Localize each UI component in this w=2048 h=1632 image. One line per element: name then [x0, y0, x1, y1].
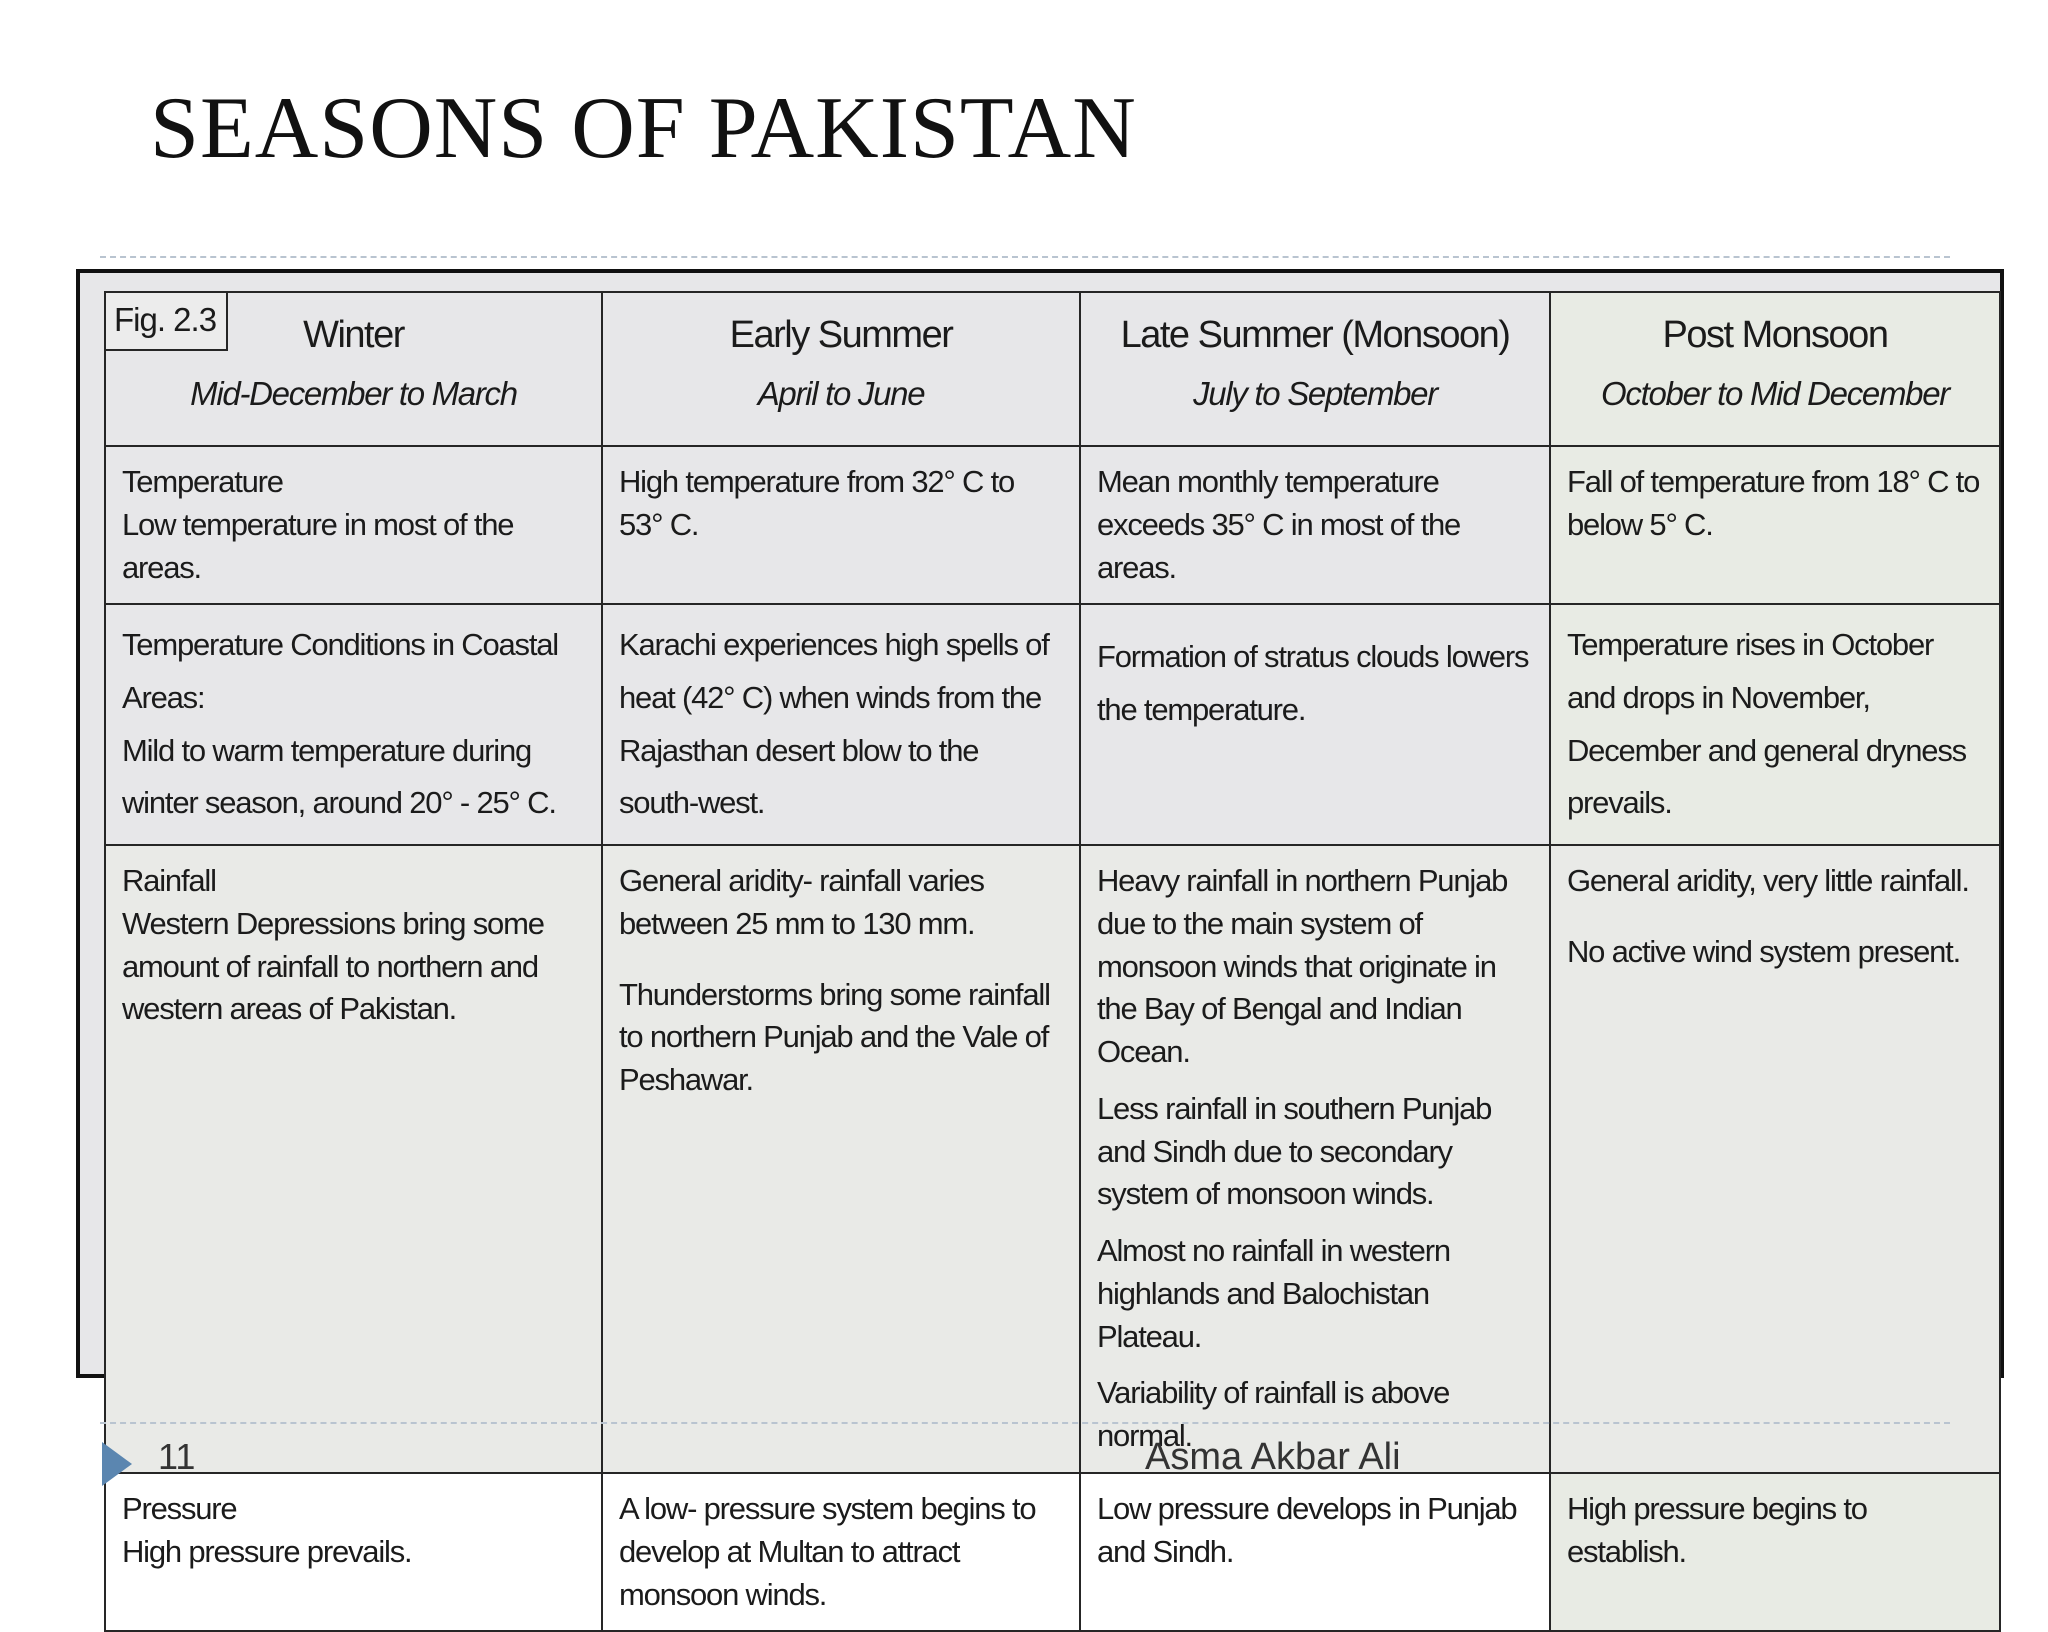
table-cell	[105, 604, 602, 845]
table-cell	[1550, 845, 2000, 1473]
header-winter	[105, 292, 602, 446]
table-cell	[1550, 446, 2000, 604]
cell-text: Heavy rainfall in northern Punjab due to the main system of monsoon winds that originate in the Bay of Bengal and Indian Ocean.	[1097, 863, 1508, 1070]
table-cell	[1080, 604, 1550, 845]
cell-text: Western Depressions bring some amount of rainfall to northern and western areas of Pakistan.	[122, 905, 544, 1027]
page-number: 11	[158, 1436, 196, 1477]
table-cell	[602, 1473, 1080, 1631]
table-row-temperature	[105, 446, 2000, 604]
table-cell	[105, 1473, 602, 1631]
cell-text: Mild to warm temperature during winter season, around 20° - 25° C.	[122, 732, 556, 821]
cell-text: Less rainfall in southern Punjab and Sindh due to secondary system of monsoon winds.	[1097, 1090, 1492, 1212]
table-row-pressure	[105, 1473, 2000, 1631]
row-heading: Temperature Conditions in Coastal Areas:	[122, 627, 558, 715]
header-early-summer	[602, 292, 1080, 446]
season-name: Post Monsoon	[1662, 314, 1888, 356]
table-cell	[1550, 604, 2000, 845]
cell-text: High pressure prevails.	[122, 1533, 412, 1569]
cell-text: Karachi experiences high spells of heat (42° C) when winds from the Rajasthan desert blow to the south-west.	[619, 627, 1049, 821]
cell-text: High pressure begins to establish.	[1567, 1491, 1867, 1569]
bottom-divider	[100, 1422, 1950, 1424]
cell-text: Formation of stratus clouds lowers the temperature.	[1097, 639, 1529, 727]
season-name: Winter	[303, 314, 404, 356]
header-post-monsoon	[1550, 292, 2000, 446]
table-header-row	[105, 292, 2000, 446]
slide-title: SEASONS OF PAKISTAN	[150, 80, 1137, 177]
cell-text: No active wind system present.	[1567, 933, 1961, 969]
cell-text: Variability of rainfall is above normal.	[1097, 1375, 1450, 1454]
table-cell	[1080, 845, 1550, 1473]
cell-text: A low- pressure system begins to develop at Multan to attract monsoon winds.	[619, 1491, 1036, 1612]
cell-text: Fall of temperature from 18° C to below 5° C.	[1567, 464, 1980, 542]
top-divider	[100, 256, 1950, 258]
cell-text: Low pressure develops in Punjab and Sindh.	[1097, 1491, 1517, 1569]
table-cell	[1550, 1473, 2000, 1631]
fig-label: Fig. 2.3	[104, 291, 228, 351]
table-cell	[105, 845, 602, 1473]
season-range: Mid-December to March	[190, 375, 517, 413]
cell-text: Mean monthly temperature exceeds 35° C in most of the areas.	[1097, 464, 1461, 585]
table-cell	[602, 446, 1080, 604]
row-heading: Rainfall	[122, 863, 216, 899]
header-late-summer	[1080, 292, 1550, 446]
cell-text: Thunderstorms bring some rainfall to northern Punjab and the Vale of Peshawar.	[619, 976, 1050, 1098]
triangle-bullet-icon	[102, 1442, 132, 1486]
row-heading: Pressure	[122, 1491, 237, 1526]
table-cell	[105, 446, 602, 604]
season-range: April to June	[757, 375, 925, 413]
cell-text: High temperature from 32° C to 53° C.	[619, 464, 1015, 542]
table-cell	[1080, 446, 1550, 604]
season-name: Late Summer (Monsoon)	[1120, 314, 1510, 356]
author-name: Asma Akbar Ali	[1145, 1436, 1401, 1478]
row-heading: Temperature	[122, 464, 283, 499]
cell-text: Low temperature in most of the areas.	[122, 506, 514, 585]
season-range: July to September	[1193, 375, 1437, 413]
season-range: October to Mid December	[1601, 375, 1949, 413]
table-row-coastal	[105, 604, 2000, 845]
cell-text: Temperature rises in October and drops in November, December and general dryness prevails.	[1567, 627, 1966, 821]
table-row-rainfall	[105, 845, 2000, 1473]
table-cell	[1080, 1473, 1550, 1631]
cell-text: General aridity- rainfall varies between 25 mm to 130 mm.	[619, 863, 984, 941]
table-cell	[602, 845, 1080, 1473]
seasons-table	[104, 291, 2001, 1632]
cell-text: Almost no rainfall in western highlands and Balochistan Plateau.	[1097, 1233, 1450, 1354]
table-cell	[602, 604, 1080, 845]
cell-text: General aridity, very little rainfall.	[1567, 863, 1969, 899]
season-name: Early Summer	[729, 314, 953, 356]
